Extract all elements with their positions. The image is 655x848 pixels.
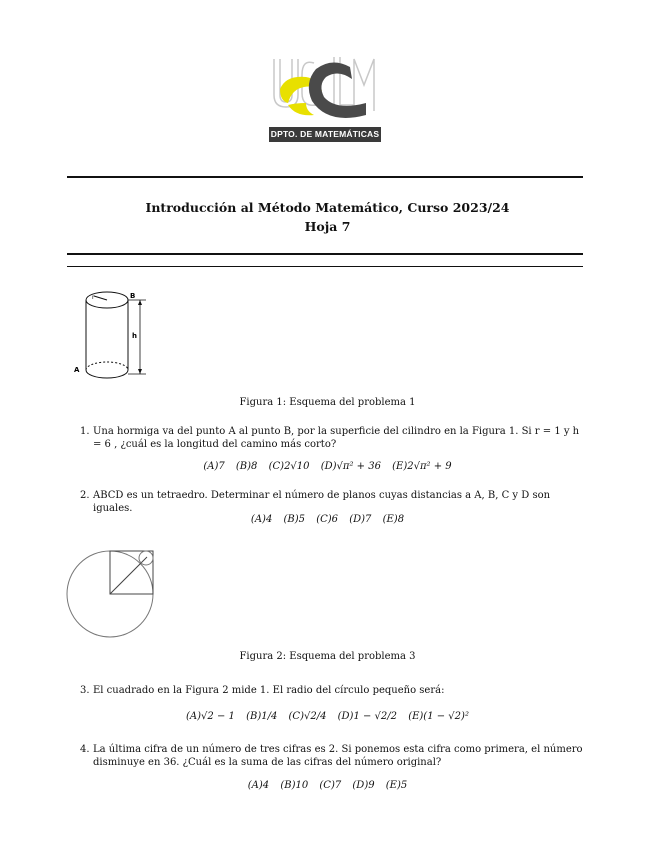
figure2-circle-square-diagram (64, 546, 164, 638)
label-A: A (74, 366, 80, 374)
option-d: (D)7 (349, 514, 372, 525)
logo-department-label: DPTO. DE MATEMÁTICAS (269, 127, 381, 142)
option-c: (C)6 (316, 514, 339, 525)
problem-2-text: ABCD es un tetraedro. Determinar el número de planos cuyas distancias a A, B, C y D son iguales. (93, 490, 551, 514)
problem-1-options (0, 461, 655, 472)
option-d: (D)9 (352, 780, 375, 791)
option-b: (B)5 (283, 514, 306, 525)
option-e: (E)(1 − √2)² (408, 711, 469, 722)
problem-4-text: La última cifra de un número de tres cifras es 2. Si ponemos esta cifra como primera, el número disminuye en 36. ¿Cuál es la suma de las cifras del número original? (93, 744, 583, 768)
option-c: (C)7 (319, 780, 342, 791)
problem-4-number: 4. (80, 744, 90, 755)
option-a: (A)7 (203, 461, 225, 472)
option-b: (B)8 (235, 461, 258, 472)
option-a: (A)4 (247, 780, 270, 791)
option-b: (B)10 (280, 780, 309, 791)
option-a: (A)4 (250, 514, 273, 525)
figure1-caption: Figura 1: Esquema del problema 1 (239, 397, 416, 408)
page-subtitle: Hoja 7 (304, 219, 351, 234)
problem-3-text: El cuadrado en la Figura 2 mide 1. El radio del círculo pequeño será: (93, 685, 445, 696)
problem-3-options (0, 711, 655, 722)
mid-rule-thin (67, 266, 583, 267)
label-B: B (130, 292, 136, 300)
problem-4-options (0, 780, 655, 791)
figure2-caption: Figura 2: Esquema del problema 3 (239, 651, 416, 662)
problem-2-options (0, 514, 655, 525)
option-c: (C)2√10 (268, 461, 310, 472)
problem-2 (80, 489, 585, 515)
option-b: (B)1/4 (246, 711, 278, 722)
problem-3-number: 3. (80, 685, 90, 696)
label-r: r (92, 294, 95, 301)
figure1-cylinder-diagram (70, 288, 160, 384)
option-d: (D)1 − √2/2 (337, 711, 398, 722)
label-h: h (132, 332, 137, 340)
uclm-logo-graphic (266, 55, 386, 127)
page-title: Introducción al Método Matemático, Curso 2023/24 (145, 200, 510, 215)
option-d: (D)√π² + 36 (320, 461, 381, 472)
option-e: (E)2√π² + 9 (392, 461, 452, 472)
problem-1-number: 1. (80, 426, 90, 437)
problem-3 (80, 684, 585, 697)
problem-1 (80, 425, 585, 451)
option-a: (A)√2 − 1 (186, 711, 235, 722)
problem-2-number: 2. (80, 490, 90, 501)
problem-1-text: Una hormiga va del punto A al punto B, por la superficie del cilindro en la Figura 1. Si r = 1 y h = 6 , ¿cuál es la longitud del camino más corto? (93, 426, 580, 450)
option-e: (E)8 (382, 514, 405, 525)
option-e: (E)5 (385, 780, 408, 791)
mid-rule-thick (67, 253, 583, 255)
option-c: (C)√2/4 (288, 711, 327, 722)
problem-4 (80, 743, 585, 769)
top-rule (67, 176, 583, 178)
